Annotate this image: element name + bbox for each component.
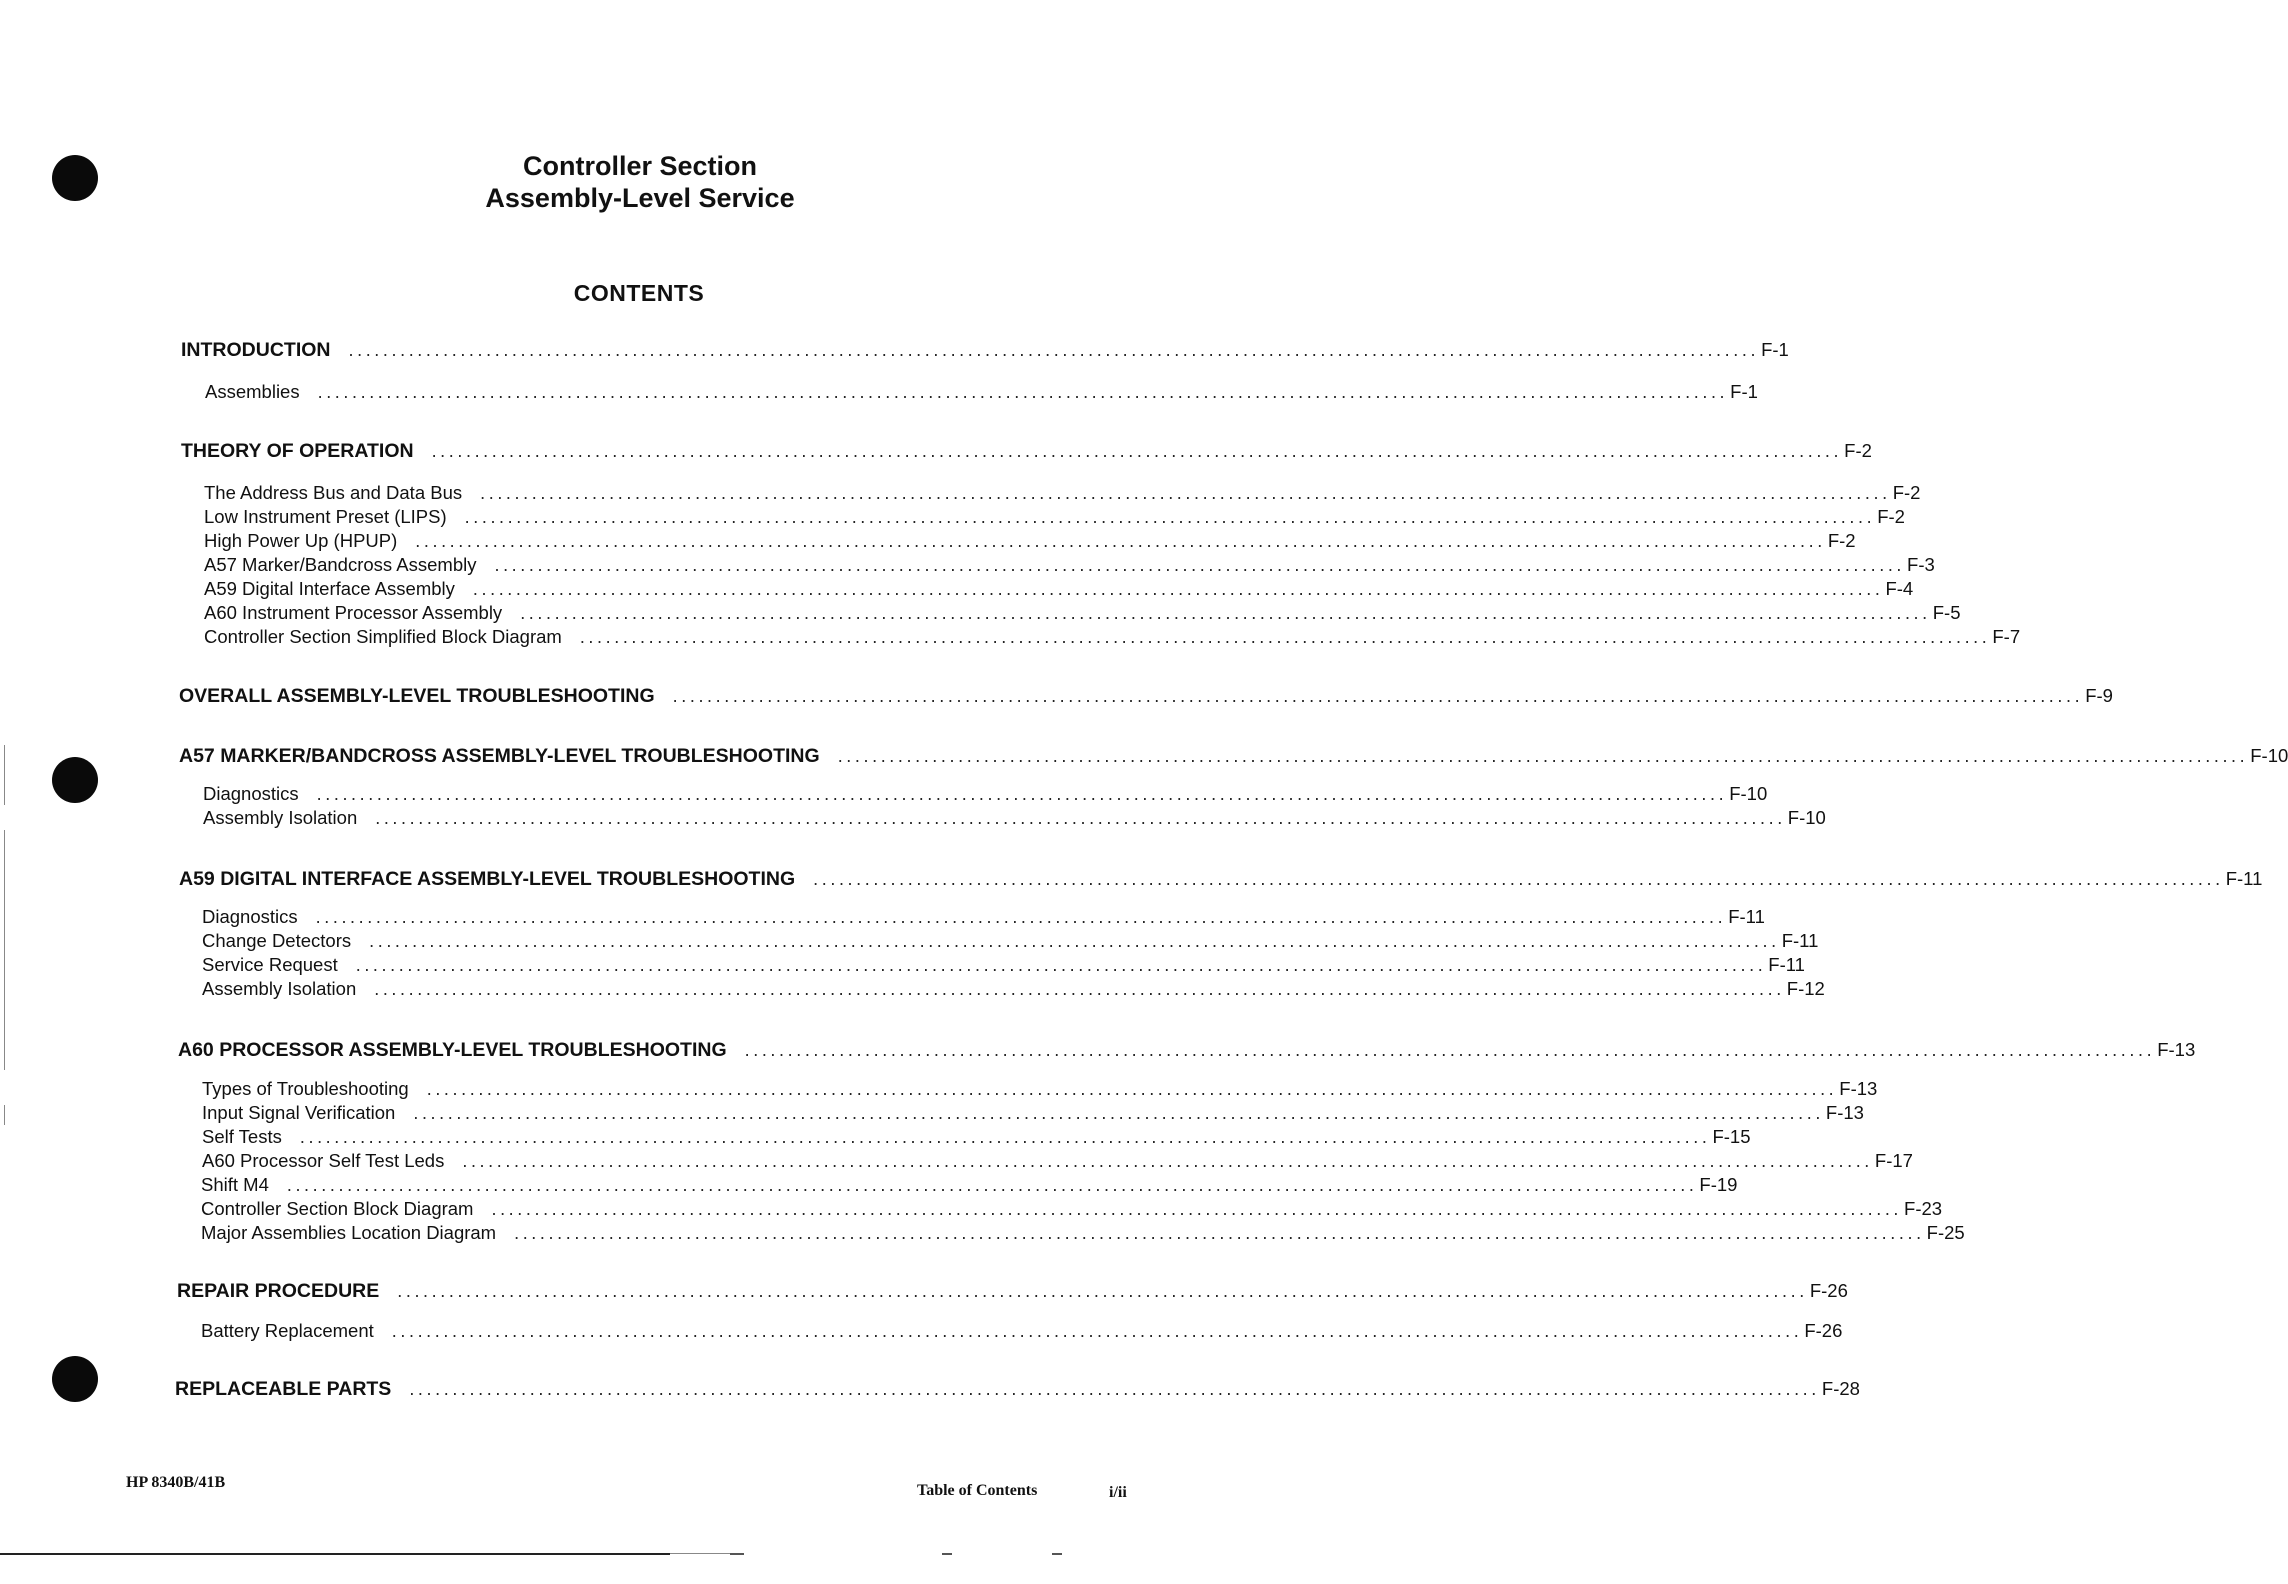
- toc-page-number: F-10: [1729, 783, 1768, 804]
- dot-leader: ....................................................................................................................................................................: [480, 483, 1891, 503]
- toc-entry-block-diagram[interactable]: [201, 1198, 1943, 1220]
- toc-label: Assembly Isolation: [203, 807, 358, 828]
- toc-label: OVERALL ASSEMBLY-LEVEL TROUBLESHOOTING: [179, 685, 655, 707]
- toc-page-number: F-2: [1877, 506, 1905, 527]
- scan-edge-mark: [4, 745, 5, 805]
- toc-page-number: F-15: [1712, 1126, 1751, 1147]
- dot-leader: ....................................................................................................................................................................: [413, 1103, 1824, 1123]
- toc-entry-self-test-leds[interactable]: [202, 1150, 1913, 1172]
- dot-leader: ....................................................................................................................................................................: [494, 555, 1906, 575]
- toc-entry-input-signal-verification[interactable]: [202, 1102, 1864, 1124]
- toc-page-number: F-12: [1786, 978, 1825, 999]
- dot-leader: ....................................................................................................................................................................: [837, 746, 2249, 766]
- toc-entry-a59-assembly-isolation[interactable]: [202, 978, 1825, 1000]
- toc-entry-theory-of-operation[interactable]: [181, 440, 1872, 463]
- toc-label: A57 MARKER/BANDCROSS ASSEMBLY-LEVEL TROUBLESHOOTING: [179, 745, 820, 767]
- bottom-rule-fade: [670, 1553, 730, 1554]
- dot-leader: ....................................................................................................................................................................: [317, 382, 1729, 402]
- dot-leader: ....................................................................................................................................................................: [299, 1127, 1711, 1147]
- toc-page-number: F-19: [1699, 1174, 1738, 1195]
- toc-label: A59 DIGITAL INTERFACE ASSEMBLY-LEVEL TROUBLESHOOTING: [179, 868, 796, 890]
- toc-page-number: F-26: [1809, 1280, 1848, 1301]
- toc-page-number: F-3: [1907, 554, 1935, 575]
- dot-leader: ....................................................................................................................................................................: [472, 579, 1884, 599]
- toc-label: Shift M4: [201, 1174, 269, 1195]
- toc-label: Types of Troubleshooting: [202, 1078, 409, 1099]
- toc-entry-overall-troubleshooting[interactable]: [179, 685, 2113, 708]
- toc-entry-hpup[interactable]: [204, 530, 1856, 552]
- footer-page-number: i/ii: [1109, 1484, 1127, 1501]
- dot-leader: ....................................................................................................................................................................: [415, 531, 1826, 551]
- dot-leader: ....................................................................................................................................................................: [409, 1379, 1820, 1399]
- toc-page-number: F-10: [1787, 807, 1826, 828]
- footer-model: HP 8340B/41B: [126, 1474, 226, 1491]
- dot-leader: ....................................................................................................................................................................: [431, 441, 1843, 461]
- toc-entry-a57-assembly[interactable]: [204, 554, 1935, 576]
- toc-entry-introduction[interactable]: [181, 339, 1789, 362]
- toc-page-number: F-9: [2085, 685, 2113, 706]
- toc-label: The Address Bus and Data Bus: [204, 482, 463, 503]
- toc-label: Controller Section Simplified Block Diagram: [204, 626, 562, 647]
- toc-label: Change Detectors: [202, 930, 352, 951]
- toc-page-number: F-10: [2250, 745, 2288, 766]
- toc-label: REPAIR PROCEDURE: [177, 1280, 380, 1302]
- dot-leader: ....................................................................................................................................................................: [744, 1040, 2156, 1060]
- toc-entry-a59-assembly[interactable]: [204, 578, 1914, 600]
- bottom-rule: [0, 1553, 670, 1555]
- toc-page-number: F-26: [1804, 1320, 1843, 1341]
- toc-entry-a57-assembly-isolation[interactable]: [203, 807, 1826, 829]
- toc-label: Diagnostics: [203, 783, 299, 804]
- toc-entry-a59-troubleshooting[interactable]: [179, 868, 2263, 891]
- dot-leader: ....................................................................................................................................................................: [369, 931, 1780, 951]
- toc-page-number: F-11: [1768, 954, 1805, 975]
- toc-page-number: F-1: [1730, 381, 1758, 402]
- toc-page-number: F-2: [1844, 440, 1872, 461]
- toc-page-number: F-13: [2157, 1039, 2196, 1060]
- toc-label: A60 PROCESSOR ASSEMBLY-LEVEL TROUBLESHOOTING: [178, 1039, 727, 1061]
- dot-leader: ....................................................................................................................................................................: [672, 686, 2084, 706]
- toc-label: Assembly Isolation: [202, 978, 357, 999]
- dot-leader: ....................................................................................................................................................................: [426, 1079, 1838, 1099]
- toc-label: THEORY OF OPERATION: [181, 440, 414, 462]
- footer-section: Table of Contents: [917, 1482, 1038, 1499]
- toc-label: REPLACEABLE PARTS: [175, 1378, 392, 1400]
- toc-entry-a57-troubleshooting[interactable]: [179, 745, 2288, 768]
- punch-hole-bottom: [52, 1356, 98, 1402]
- toc-entry-assemblies[interactable]: [205, 381, 1758, 403]
- toc-label: A60 Processor Self Test Leds: [202, 1150, 445, 1171]
- toc-label: Major Assemblies Location Diagram: [201, 1222, 497, 1243]
- toc-label: Service Request: [202, 954, 338, 975]
- dot-leader: ....................................................................................................................................................................: [464, 507, 1876, 527]
- scan-edge-mark: [4, 1105, 5, 1125]
- dot-leader: ....................................................................................................................................................................: [374, 979, 1785, 999]
- dot-leader: ....................................................................................................................................................................: [491, 1199, 1903, 1219]
- toc-entry-service-request[interactable]: [202, 954, 1805, 976]
- toc-entry-self-tests[interactable]: [202, 1126, 1751, 1148]
- dot-leader: ....................................................................................................................................................................: [355, 955, 1767, 975]
- dot-leader: ....................................................................................................................................................................: [348, 340, 1760, 360]
- toc-entry-lips[interactable]: [204, 506, 1905, 528]
- dot-leader: ....................................................................................................................................................................: [397, 1281, 1808, 1301]
- toc-label: High Power Up (HPUP): [204, 530, 398, 551]
- toc-page-number: F-25: [1926, 1222, 1965, 1243]
- toc-label: Low Instrument Preset (LIPS): [204, 506, 447, 527]
- toc-entry-a59-diagnostics[interactable]: [202, 906, 1765, 928]
- toc-entry-shift-m4[interactable]: [201, 1174, 1738, 1196]
- toc-page-number: F-7: [1992, 626, 2021, 647]
- toc-page-number: F-2: [1827, 530, 1856, 551]
- toc-page-number: F-1: [1761, 339, 1789, 360]
- toc-page-number: F-11: [2225, 868, 2263, 889]
- toc-entry-repair-procedure[interactable]: [177, 1280, 1848, 1303]
- dot-leader: ....................................................................................................................................................................: [375, 808, 1786, 828]
- scan-dash: [942, 1553, 952, 1555]
- toc-page-number: F-28: [1821, 1378, 1860, 1399]
- toc-page-number: F-2: [1892, 482, 1921, 503]
- toc-entry-location-diagram[interactable]: [201, 1222, 1965, 1244]
- toc-label: Controller Section Block Diagram: [201, 1198, 474, 1219]
- toc-entry-a57-diagnostics[interactable]: [203, 783, 1768, 805]
- toc-entry-a60-assembly[interactable]: [204, 602, 1961, 624]
- toc-entry-address-bus[interactable]: [204, 482, 1921, 504]
- page-subtitle: Assembly-Level Service: [485, 183, 795, 213]
- toc-label: A57 Marker/Bandcross Assembly: [204, 554, 477, 575]
- toc-page-number: F-13: [1839, 1078, 1878, 1099]
- contents-heading: CONTENTS: [573, 280, 705, 306]
- toc-label: A59 Digital Interface Assembly: [204, 578, 455, 599]
- punch-hole-middle: [52, 757, 98, 803]
- toc-entry-types-of-troubleshooting[interactable]: [202, 1078, 1878, 1100]
- dot-leader: ....................................................................................................................................................................: [286, 1175, 1698, 1195]
- toc-label: Diagnostics: [202, 906, 298, 927]
- dot-leader: ....................................................................................................................................................................: [520, 603, 1931, 623]
- toc-label: Battery Replacement: [201, 1320, 374, 1341]
- toc-entry-replaceable-parts[interactable]: [175, 1378, 1860, 1401]
- scan-dash: [1052, 1553, 1062, 1555]
- toc-entry-change-detectors[interactable]: [202, 930, 1819, 952]
- toc-page-number: F-5: [1932, 602, 1961, 623]
- toc-entry-a60-troubleshooting[interactable]: [178, 1039, 2196, 1062]
- dot-leader: ....................................................................................................................................................................: [579, 627, 1991, 647]
- dot-leader: ....................................................................................................................................................................: [316, 784, 1728, 804]
- page-title: Controller Section: [522, 151, 758, 181]
- toc-page-number: F-13: [1825, 1102, 1864, 1123]
- dot-leader: ....................................................................................................................................................................: [514, 1223, 1925, 1243]
- toc-label: Assemblies: [205, 381, 300, 402]
- toc-label: INTRODUCTION: [181, 339, 331, 361]
- toc-page-number: F-11: [1781, 930, 1819, 951]
- scan-edge-mark: [4, 830, 5, 1070]
- dot-leader: ....................................................................................................................................................................: [462, 1151, 1873, 1171]
- toc-page-number: F-23: [1904, 1198, 1943, 1219]
- toc-page-number: F-11: [1728, 906, 1765, 927]
- dot-leader: ....................................................................................................................................................................: [813, 869, 2224, 889]
- toc-label: A60 Instrument Processor Assembly: [204, 602, 503, 623]
- toc-label: Input Signal Verification: [202, 1102, 396, 1123]
- toc-page-number: F-4: [1885, 578, 1914, 599]
- dot-leader: ....................................................................................................................................................................: [315, 907, 1727, 927]
- toc-entry-simplified-block-diagram[interactable]: [204, 626, 2021, 648]
- toc-entry-battery-replacement[interactable]: [201, 1320, 1843, 1342]
- toc-page-number: F-17: [1874, 1150, 1913, 1171]
- scan-dash: [730, 1553, 744, 1555]
- dot-leader: ....................................................................................................................................................................: [391, 1321, 1803, 1341]
- toc-label: Self Tests: [202, 1126, 282, 1147]
